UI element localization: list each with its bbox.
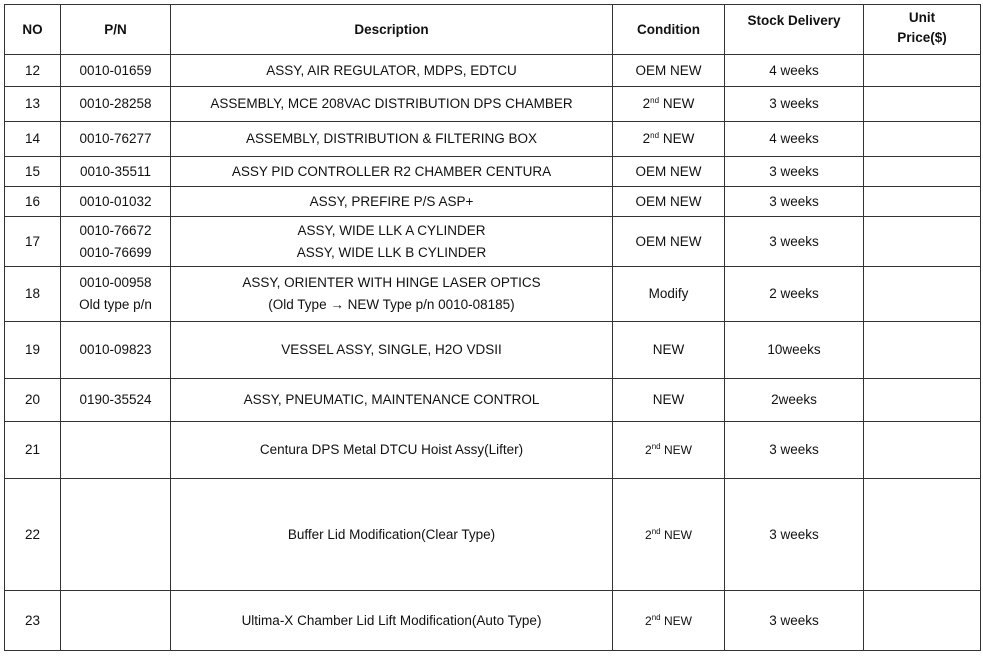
condition-text: OEM NEW <box>635 62 702 78</box>
cell-stock-delivery: 3 weeks <box>725 217 864 267</box>
cell-description <box>171 122 613 157</box>
cell-condition <box>613 479 725 591</box>
cell-stock-delivery: 2 weeks <box>725 267 864 322</box>
cell-condition <box>613 591 725 651</box>
header-unit-price-line2: Price($) <box>897 30 947 45</box>
description-line: (Old Type → NEW Type p/n 0010-08185) <box>268 297 515 312</box>
cell-pn <box>61 217 171 267</box>
cell-description <box>171 87 613 122</box>
cell-unit-price <box>864 379 981 422</box>
condition-ordinal-suffix: nd <box>650 96 660 105</box>
cell-condition <box>613 379 725 422</box>
condition-text: OEM NEW <box>635 193 702 209</box>
cell-no: 22 <box>5 479 61 591</box>
cell-pn <box>61 479 171 591</box>
condition-text: NEW <box>652 392 685 407</box>
header-condition: Condition <box>613 5 725 55</box>
table-row <box>5 479 981 591</box>
table-row <box>5 422 981 479</box>
table-row <box>5 267 981 322</box>
cell-pn <box>61 379 171 422</box>
condition-text-suffix: NEW <box>659 131 695 146</box>
cell-unit-price <box>864 87 981 122</box>
cell-no: 14 <box>5 122 61 157</box>
cell-description <box>171 322 613 379</box>
cell-unit-price <box>864 479 981 591</box>
part-number: 0190-35524 <box>79 392 152 407</box>
condition-text: OEM NEW <box>635 233 702 249</box>
description-line: ASSY, PREFIRE P/S ASP+ <box>309 193 474 209</box>
cell-condition <box>613 122 725 157</box>
table-row <box>5 122 981 157</box>
description-line: VESSEL ASSY, SINGLE, H2O VDSII <box>281 342 502 357</box>
condition-text: Modify <box>648 286 689 301</box>
cell-no: 12 <box>5 55 61 87</box>
condition-ordinal-suffix: nd <box>651 442 661 451</box>
cell-description <box>171 187 613 217</box>
table-row <box>5 55 981 87</box>
description-line: Buffer Lid Modification(Clear Type) <box>287 526 496 542</box>
condition-text: 2 <box>645 443 652 457</box>
description-line: ASSEMBLY, DISTRIBUTION & FILTERING BOX <box>245 131 538 146</box>
description-line: ASSY, WIDE LLK A CYLINDER <box>297 222 486 238</box>
parts-table <box>4 4 981 651</box>
cell-pn <box>61 267 171 322</box>
cell-stock-delivery: 3 weeks <box>725 187 864 217</box>
cell-no: 15 <box>5 157 61 187</box>
condition-text: 2 <box>642 96 651 111</box>
cell-description <box>171 157 613 187</box>
cell-unit-price <box>864 267 981 322</box>
cell-description <box>171 379 613 422</box>
condition-text-suffix: NEW <box>660 613 692 628</box>
description-line: ASSEMBLY, MCE 208VAC DISTRIBUTION DPS CHAMBER <box>210 96 573 111</box>
part-number: 0010-01032 <box>79 193 152 209</box>
cell-stock-delivery: 4 weeks <box>725 55 864 87</box>
cell-pn <box>61 122 171 157</box>
cell-description <box>171 217 613 267</box>
description-line: ASSY, ORIENTER WITH HINGE LASER OPTICS <box>242 275 541 290</box>
description-line: ASSY, AIR REGULATOR, MDPS, EDTCU <box>266 62 517 78</box>
part-number: 0010-28258 <box>79 96 152 111</box>
cell-stock-delivery: 3 weeks <box>725 87 864 122</box>
cell-pn <box>61 157 171 187</box>
cell-stock-delivery: 4 weeks <box>725 122 864 157</box>
part-number: 0010-35511 <box>79 163 152 179</box>
condition-text: 2 <box>642 131 651 146</box>
header-unit-price <box>864 5 981 55</box>
cell-unit-price <box>864 157 981 187</box>
cell-condition <box>613 322 725 379</box>
cell-stock-delivery: 3 weeks <box>725 422 864 479</box>
header-no: NO <box>5 5 61 55</box>
header-stock-delivery: Stock Delivery <box>725 5 864 55</box>
cell-no: 20 <box>5 379 61 422</box>
cell-unit-price <box>864 122 981 157</box>
table-row <box>5 591 981 651</box>
cell-pn <box>61 87 171 122</box>
cell-condition <box>613 267 725 322</box>
table-row <box>5 379 981 422</box>
cell-condition <box>613 187 725 217</box>
condition-text-suffix: NEW <box>660 443 692 457</box>
cell-pn <box>61 322 171 379</box>
table-row <box>5 157 981 187</box>
cell-no: 19 <box>5 322 61 379</box>
cell-condition <box>613 217 725 267</box>
condition-ordinal-suffix: nd <box>650 131 660 140</box>
cell-condition <box>613 422 725 479</box>
cell-stock-delivery: 3 weeks <box>725 591 864 651</box>
header-pn: P/N <box>61 5 171 55</box>
cell-no: 21 <box>5 422 61 479</box>
cell-description <box>171 479 613 591</box>
cell-unit-price <box>864 55 981 87</box>
cell-unit-price <box>864 217 981 267</box>
condition-ordinal-suffix: nd <box>651 612 661 622</box>
cell-condition <box>613 157 725 187</box>
cell-pn <box>61 187 171 217</box>
cell-no: 17 <box>5 217 61 267</box>
cell-stock-delivery: 3 weeks <box>725 157 864 187</box>
cell-stock-delivery: 3 weeks <box>725 479 864 591</box>
condition-text: NEW <box>652 342 685 357</box>
header-unit-price-line1: Unit <box>908 10 936 25</box>
cell-description <box>171 422 613 479</box>
cell-unit-price <box>864 422 981 479</box>
cell-no: 16 <box>5 187 61 217</box>
cell-condition <box>613 87 725 122</box>
cell-unit-price <box>864 591 981 651</box>
part-number: 0010-09823 <box>79 342 152 357</box>
condition-text: OEM NEW <box>635 163 702 179</box>
table-body <box>5 55 981 651</box>
cell-no: 13 <box>5 87 61 122</box>
table-row <box>5 322 981 379</box>
description-line: ASSY PID CONTROLLER R2 CHAMBER CENTURA <box>231 163 552 179</box>
part-number: 0010-76277 <box>79 131 152 146</box>
cell-stock-delivery: 10weeks <box>725 322 864 379</box>
description-line: Ultima-X Chamber Lid Lift Modification(Auto Type) <box>241 612 542 628</box>
cell-no: 23 <box>5 591 61 651</box>
condition-text: 2 <box>645 613 652 628</box>
condition-ordinal-suffix: nd <box>651 526 661 536</box>
cell-pn <box>61 591 171 651</box>
part-number: 0010-00958 <box>79 275 152 290</box>
cell-no: 18 <box>5 267 61 322</box>
cell-stock-delivery: 2weeks <box>725 379 864 422</box>
cell-unit-price <box>864 187 981 217</box>
part-number: 0010-76672 <box>79 222 152 238</box>
condition-text-suffix: NEW <box>659 96 695 111</box>
cell-pn <box>61 422 171 479</box>
cell-unit-price <box>864 322 981 379</box>
condition-text: 2 <box>645 527 652 542</box>
part-number: Old type p/n <box>79 297 152 312</box>
cell-description <box>171 591 613 651</box>
part-number: 0010-01659 <box>79 62 152 78</box>
description-line: Centura DPS Metal DTCU Hoist Assy(Lifter) <box>259 442 524 457</box>
cell-pn <box>61 55 171 87</box>
part-number: 0010-76699 <box>79 244 152 260</box>
description-line: ASSY, WIDE LLK B CYLINDER <box>296 244 487 260</box>
header-row <box>5 5 981 55</box>
table-row <box>5 87 981 122</box>
table-row <box>5 217 981 267</box>
description-line: ASSY, PNEUMATIC, MAINTENANCE CONTROL <box>243 392 540 407</box>
condition-text-suffix: NEW <box>660 527 692 542</box>
cell-description <box>171 55 613 87</box>
cell-description <box>171 267 613 322</box>
cell-condition <box>613 55 725 87</box>
header-description: Description <box>171 5 613 55</box>
table-row <box>5 187 981 217</box>
